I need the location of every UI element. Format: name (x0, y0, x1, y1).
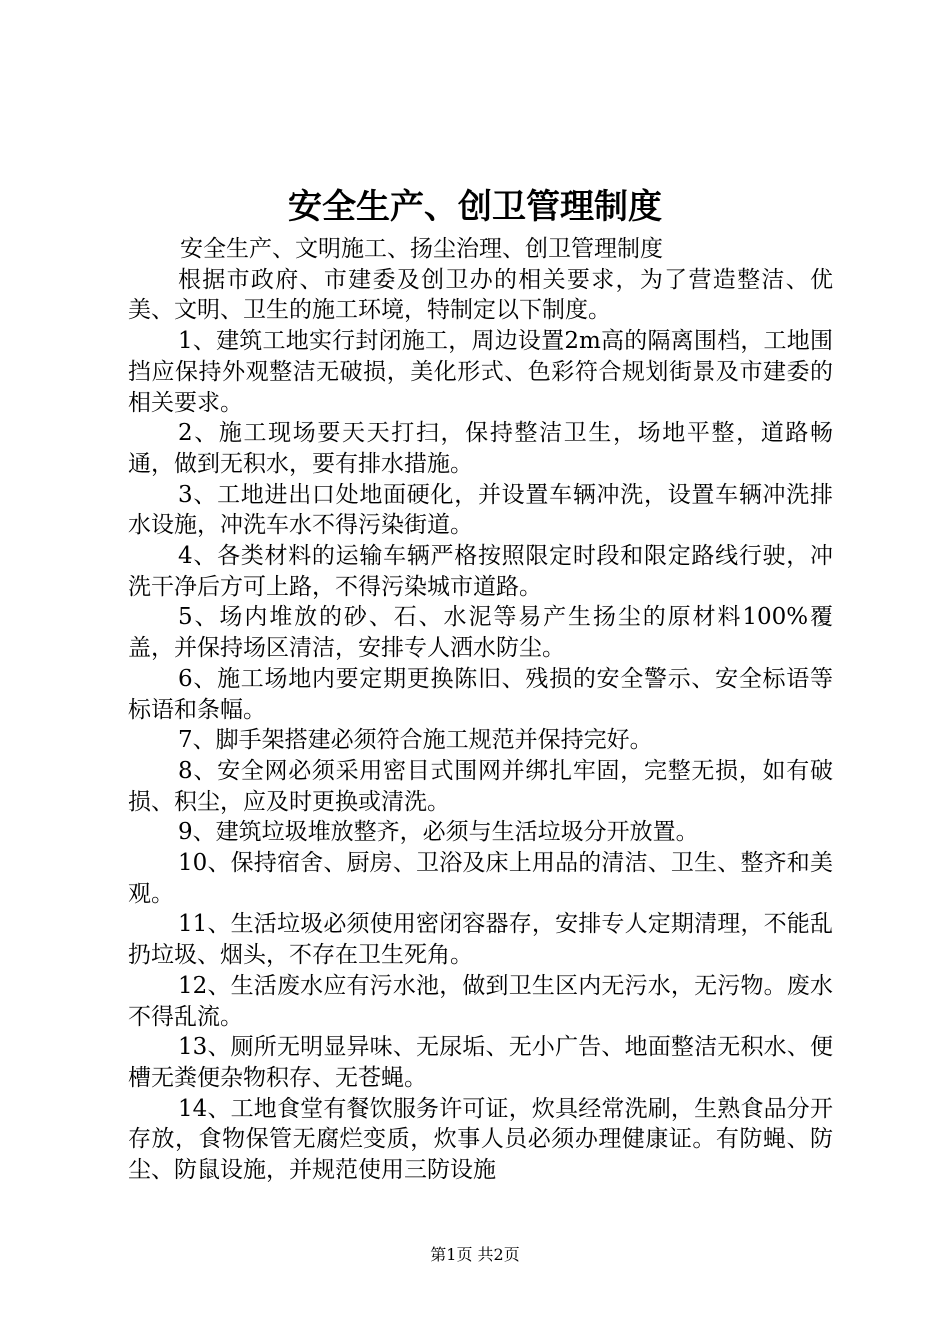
rule-item-7: 7、脚手架搭建必须符合施工规范并保持完好。 (178, 727, 653, 754)
page-number-footer: 第1页 共2页 (430, 1245, 520, 1264)
rule-item-9: 9、建筑垃圾堆放整齐，必须与生活垃圾分开放置。 (178, 819, 699, 846)
rule-item-4: 4、各类材料的运输车辆严格按照限定时段和限定路线行驶，冲洗干净后方可上路，不得污染城市道路。 (128, 543, 833, 600)
document-body (128, 234, 833, 1186)
rule-item-10: 10、保持宿舍、厨房、卫浴及床上用品的清洁、卫生、整齐和美观。 (128, 850, 833, 907)
rule-item-14: 14、工地食堂有餐饮服务许可证，炊具经常洗刷，生熟食品分开存放，食物保管无腐烂变质，炊事人员必须办理健康证。有防蝇、防尘、防鼠设施，并规范使用三防设施 (128, 1095, 833, 1184)
rule-item-13: 13、厕所无明显异味、无尿垢、无小广告、地面整洁无积水、便槽无粪便杂物积存、无苍蝇。 (128, 1034, 833, 1091)
rule-item-12: 12、生活废水应有污水池，做到卫生区内无污水，无污物。废水不得乱流。 (128, 972, 833, 1030)
document-subtitle: 安全生产、文明施工、扬尘治理、创卫管理制度 (180, 236, 663, 262)
intro-paragraph: 根据市政府、市建委及创卫办的相关要求，为了营造整洁、优美、文明、卫生的施工环境，特制定以下制度。 (128, 266, 833, 324)
rule-item-11: 11、生活垃圾必须使用密闭容器存，安排专人定期清理，不能乱扔垃圾、烟头，不存在卫生死角。 (128, 911, 833, 969)
rule-item-3: 3、工地进出口处地面硬化，并设置车辆冲洗，设置车辆冲洗排水设施，冲洗车水不得污染街道。 (128, 481, 833, 539)
rule-item-5: 5、场内堆放的砂、石、水泥等易产生扬尘的原材料100%覆盖，并保持场区清洁，安排专人洒水防尘。 (128, 604, 833, 662)
rule-item-8: 8、安全网必须采用密目式围网并绑扎牢固，完整无损，如有破损、积尘，应及时更换或清洗。 (128, 757, 833, 815)
document-title: 安全生产、创卫管理制度 (288, 187, 662, 227)
rule-item-6: 6、施工场地内要定期更换陈旧、残损的安全警示、安全标语等标语和条幅。 (128, 665, 833, 723)
rule-item-2: 2、施工现场要天天打扫，保持整洁卫生，场地平整，道路畅通，做到无积水，要有排水措施。 (128, 420, 833, 477)
rule-item-1: 1、建筑工地实行封闭施工，周边设置2m高的隔离围档，工地围挡应保持外观整洁无破损，美化形式、色彩符合规划街景及市建委的相关要求。 (128, 328, 833, 416)
